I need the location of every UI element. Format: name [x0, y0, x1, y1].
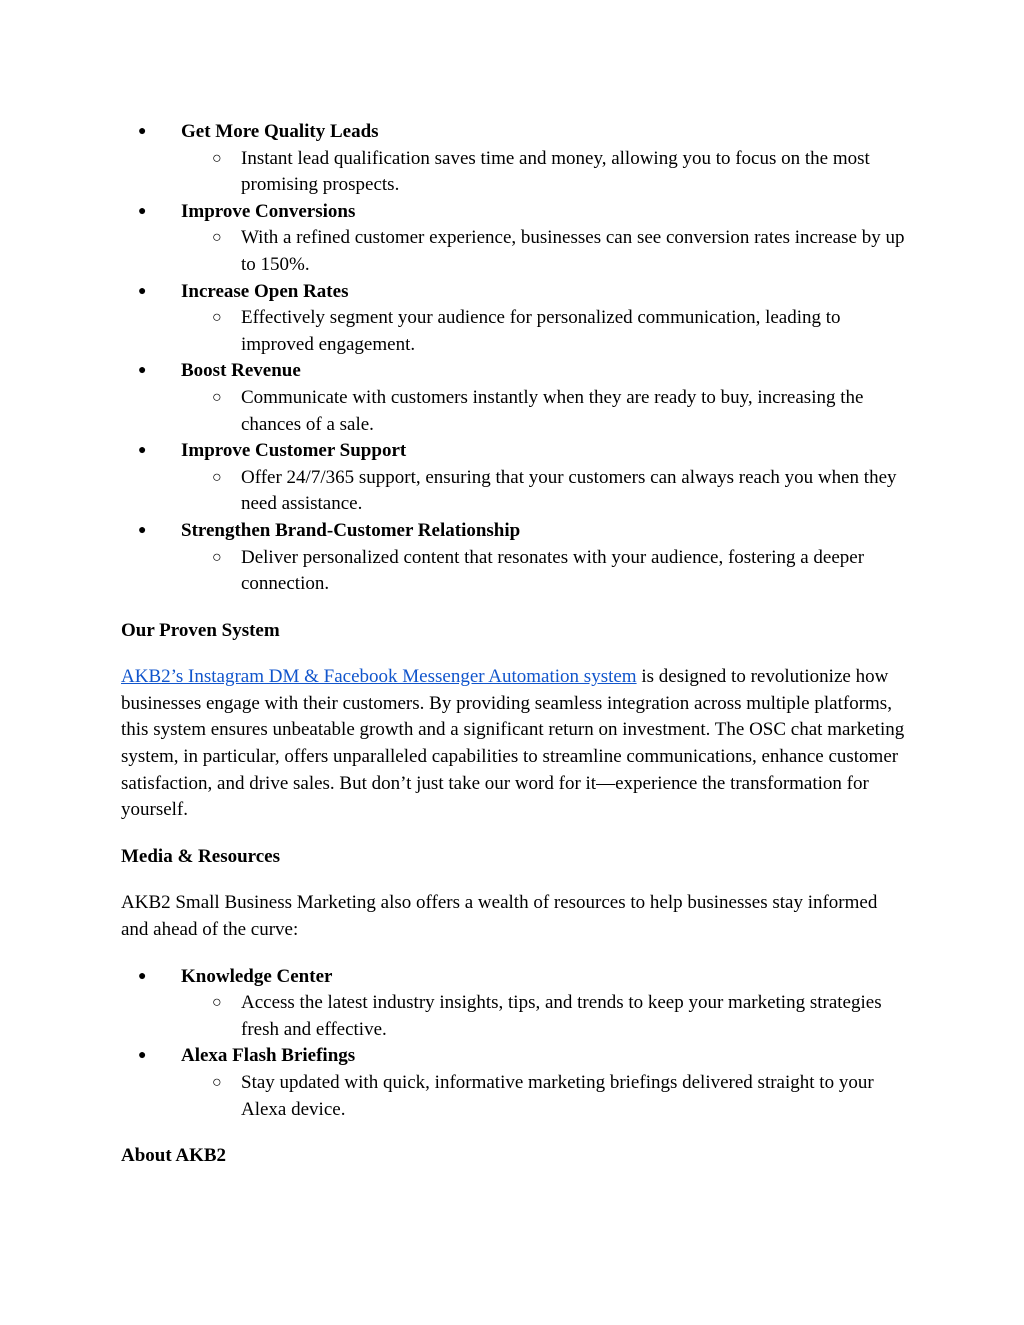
bullet-icon: ● — [138, 363, 147, 379]
proven-system-paragraph — [121, 664, 906, 824]
sub-list — [181, 545, 906, 598]
sub-list-item — [181, 385, 906, 438]
benefit-detail: Effectively segment your audience for personalized communication, leading to improved engagement. — [241, 307, 841, 355]
list-item — [121, 1043, 906, 1123]
sub-list-item — [181, 465, 906, 518]
circle-bullet-icon: ○ — [212, 994, 222, 1012]
benefit-detail: Deliver personalized content that resonates with your audience, fostering a deeper connection. — [241, 546, 865, 595]
sub-list-item — [181, 990, 906, 1043]
benefits-list — [121, 119, 906, 598]
circle-bullet-icon: ○ — [212, 309, 222, 327]
list-item — [121, 438, 906, 518]
resource-detail: Access the latest industry insights, tips, and trends to keep your marketing strategies fresh and effective. — [241, 992, 882, 1040]
resource-title: Knowledge Center — [181, 965, 333, 987]
sub-list-item — [181, 305, 906, 358]
media-resources-heading: Media & Resources — [121, 845, 281, 867]
benefit-detail: Instant lead qualification saves time and money, allowing you to focus on the most promising prospects. — [241, 147, 870, 196]
media-intro-paragraph: AKB2 Small Business Marketing also offers a wealth of resources to help businesses stay informed and ahead of the curve: — [121, 892, 878, 941]
benefit-title: Improve Customer Support — [181, 440, 407, 462]
sub-list — [181, 1070, 906, 1123]
list-item — [121, 199, 906, 279]
proven-system-body: is designed to revolutionize how businesses engage with their customers. By providing seamless integration across multiple platforms, this system ensures unbeatable growth and a significant return on investment. The OSC chat marketing system, in particular, offers unparalleled capabilities to streamline communications, enhance customer satisfaction, and drive sales. But don’t just take our word for it—experience the transformation for yourself. — [121, 666, 905, 821]
circle-bullet-icon: ○ — [212, 388, 222, 406]
sub-list — [181, 990, 906, 1043]
sub-list — [181, 225, 906, 278]
document-page — [121, 119, 906, 1170]
sub-list — [181, 385, 906, 438]
circle-bullet-icon: ○ — [212, 1074, 222, 1091]
bullet-icon: ● — [138, 124, 147, 139]
about-heading: About AKB2 — [121, 1145, 227, 1167]
sub-list — [181, 146, 906, 199]
automation-system-link[interactable]: AKB2’s Instagram DM & Facebook Messenger Automation system — [121, 666, 637, 688]
list-item — [121, 279, 906, 359]
benefit-detail: With a refined customer experience, businesses can see conversion rates increase by up to 150%. — [241, 227, 905, 275]
list-item — [121, 119, 906, 199]
bullet-icon: ● — [138, 522, 147, 538]
benefit-detail: Offer 24/7/365 support, ensuring that your customers can always reach you when they need assistance. — [241, 466, 897, 515]
list-item — [121, 518, 906, 598]
circle-bullet-icon: ○ — [212, 548, 222, 566]
bullet-icon: ● — [138, 203, 147, 219]
resource-detail: Stay updated with quick, informative marketing briefings delivered straight to your Alexa device. — [241, 1072, 874, 1120]
benefit-title: Strengthen Brand-Customer Relationship — [181, 519, 521, 541]
proven-system-heading: Our Proven System — [121, 619, 280, 641]
bullet-icon: ● — [138, 443, 147, 459]
list-item — [121, 964, 906, 1044]
bullet-icon: ● — [138, 968, 147, 984]
bullet-icon: ● — [138, 1048, 147, 1064]
sub-list-item — [181, 146, 906, 199]
list-item — [121, 358, 906, 438]
sub-list-item — [181, 545, 906, 598]
resource-title: Alexa Flash Briefings — [181, 1045, 356, 1067]
resources-list — [121, 964, 906, 1124]
bullet-icon: ● — [138, 283, 147, 299]
benefit-title: Increase Open Rates — [181, 280, 349, 302]
sub-list — [181, 305, 906, 358]
sub-list-item — [181, 225, 906, 278]
sub-list — [181, 465, 906, 518]
benefit-title: Get More Quality Leads — [181, 121, 379, 142]
circle-bullet-icon: ○ — [212, 468, 222, 486]
sub-list-item — [181, 1070, 906, 1123]
circle-bullet-icon: ○ — [212, 149, 222, 167]
benefit-title: Improve Conversions — [181, 200, 356, 222]
benefit-title: Boost Revenue — [181, 360, 301, 382]
circle-bullet-icon: ○ — [212, 229, 222, 247]
benefit-detail: Communicate with customers instantly when they are ready to buy, increasing the chances of a sale. — [241, 386, 864, 435]
